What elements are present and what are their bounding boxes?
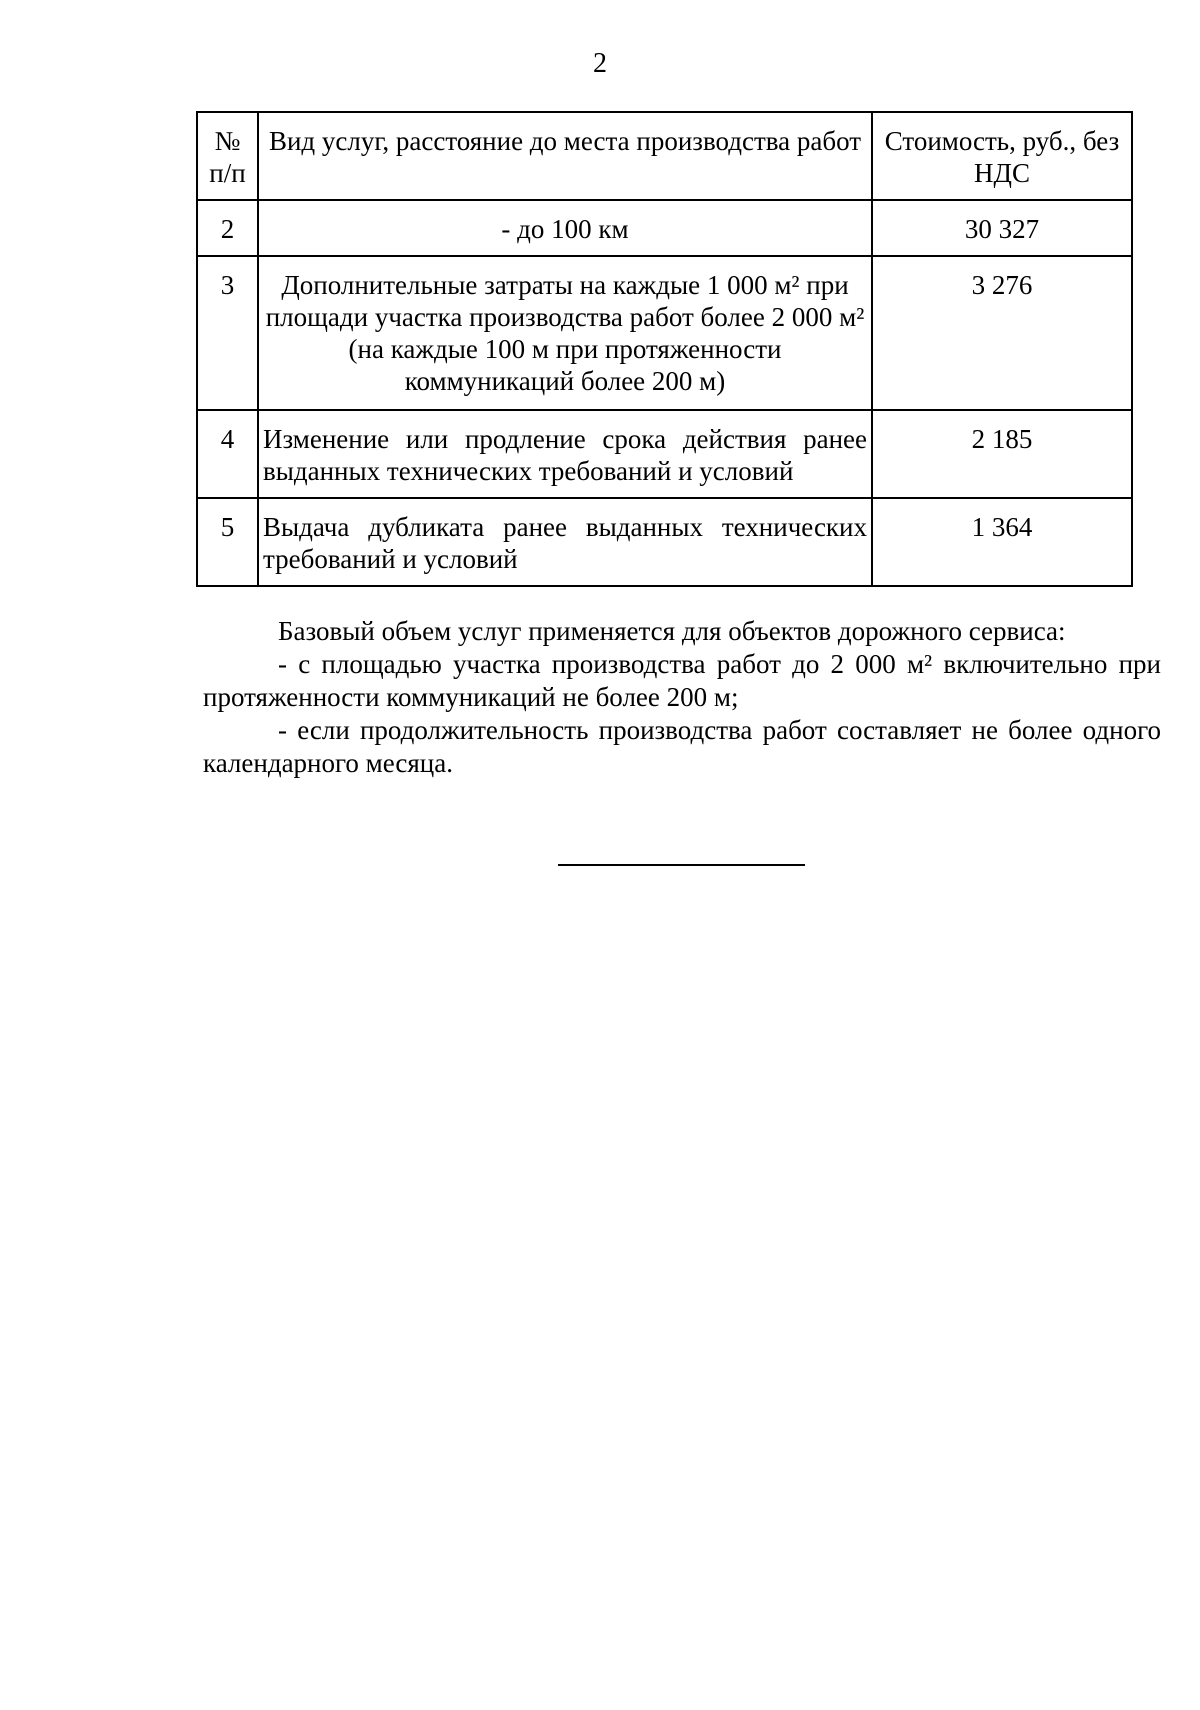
table-header-row	[197, 112, 1132, 200]
row-service-name: Дополнительные затраты на каждые 1 000 м² при площади участка производства работ более 2 000 м² (на каждые 100 м при протяженности коммуникаций более 200 м)	[258, 256, 872, 410]
services-price-table	[196, 111, 1133, 587]
page-number: 2	[593, 48, 607, 79]
row-num: 5	[197, 498, 258, 586]
note-item: - если продолжительность производства работ составляет не более одного календарного месяца.	[203, 715, 1161, 778]
note-intro: Базовый объем услуг применяется для объектов дорожного сервиса:	[278, 616, 1066, 646]
header-num: № п/п	[197, 112, 258, 200]
row-cost: 1 364	[872, 498, 1132, 586]
row-num: 4	[197, 410, 258, 498]
table-row	[197, 410, 1132, 498]
table-row	[197, 256, 1132, 410]
row-service-name: - до 100 км	[258, 200, 872, 256]
table-row	[197, 498, 1132, 586]
base-volume-note	[203, 615, 1161, 780]
header-cost: Стоимость, руб., без НДС	[872, 112, 1132, 200]
row-service-name: Выдача дубликата ранее выданных технических требований и условий	[258, 498, 872, 586]
row-num: 3	[197, 256, 258, 410]
row-num: 2	[197, 200, 258, 256]
row-cost: 3 276	[872, 256, 1132, 410]
note-item: - с площадью участка производства работ до 2 000 м² включительно при протяженности коммуникаций не более 200 м;	[203, 649, 1161, 712]
row-cost: 2 185	[872, 410, 1132, 498]
end-divider	[558, 864, 805, 866]
table-row	[197, 200, 1132, 256]
row-service-name: Изменение или продление срока действия ранее выданных технических требований и условий	[258, 410, 872, 498]
row-cost: 30 327	[872, 200, 1132, 256]
header-service-name: Вид услуг, расстояние до места производства работ	[258, 112, 872, 200]
